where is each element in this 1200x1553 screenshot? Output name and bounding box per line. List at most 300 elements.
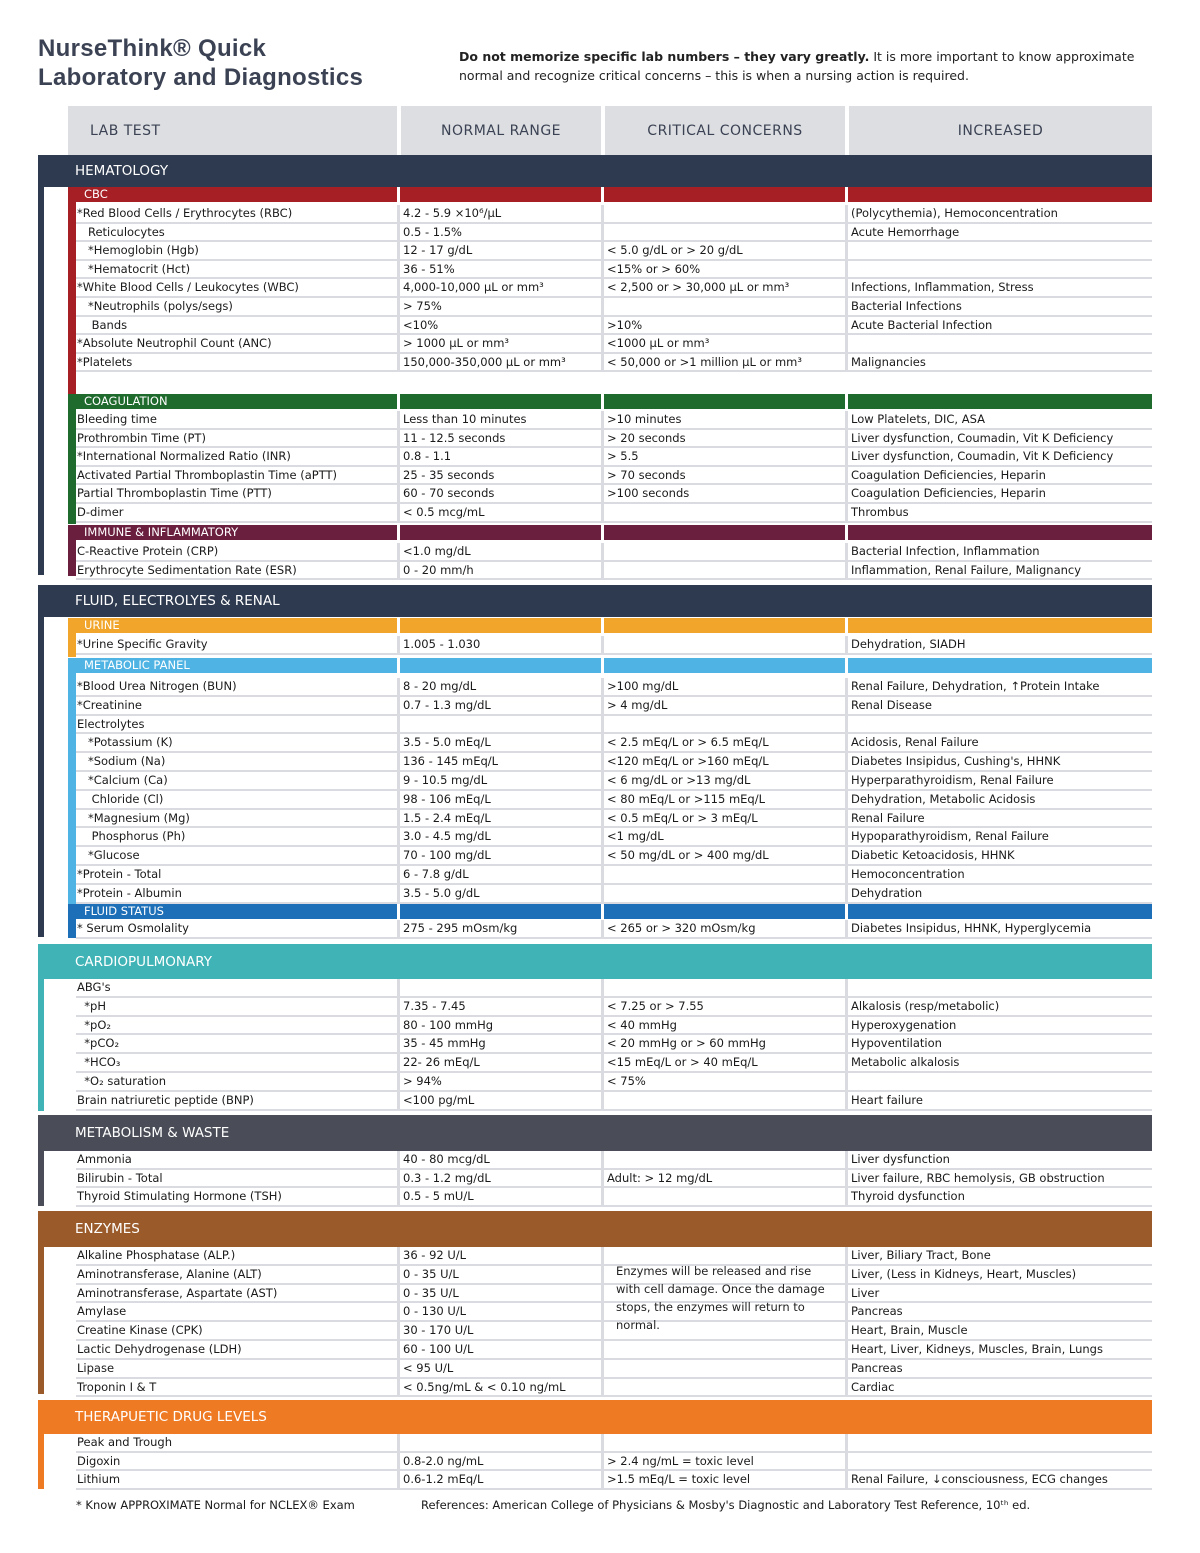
critical-cell — [601, 1151, 845, 1168]
increased-cell: Dehydration, Metabolic Acidosis — [845, 791, 1152, 808]
normal-range-cell: 40 - 80 mcg/dL — [397, 1151, 601, 1168]
category-label: CBC — [68, 187, 397, 202]
increased-cell: Liver, Biliary Tract, Bone — [845, 1247, 1152, 1264]
normal-range-cell: < 0.5ng/mL & < 0.10 ng/mL — [397, 1379, 601, 1396]
normal-range-cell: 22- 26 mEq/L — [397, 1054, 601, 1071]
lab-test-cell: *Potassium (K) — [77, 735, 173, 750]
table-row — [76, 1188, 1152, 1207]
table-row — [76, 866, 1152, 885]
critical-cell — [601, 1360, 845, 1377]
lab-test-cell: Lithium — [77, 1472, 121, 1486]
table-row — [76, 1322, 1152, 1341]
category-metabolic — [68, 658, 1152, 673]
lab-test-cell: Electrolytes — [77, 716, 145, 731]
category-bar-fluidstatus — [68, 904, 76, 938]
increased-cell: Cardiac — [845, 1379, 1152, 1396]
lab-test-cell: *Protein - Albumin — [77, 885, 182, 900]
lab-test-cell: *pCO₂ — [77, 1036, 120, 1051]
increased-cell: Acidosis, Renal Failure — [845, 734, 1152, 751]
table-row — [76, 543, 1152, 562]
lab-test-cell: *International Normalized Ratio (INR) — [77, 449, 291, 464]
category-coag — [68, 394, 1152, 409]
table-row — [76, 205, 1152, 224]
critical-cell: < 40 mmHg — [601, 1017, 845, 1034]
footer-nclex-note: * Know APPROXIMATE Normal for NCLEX® Exam — [76, 1498, 355, 1512]
lab-test-cell: C-Reactive Protein (CRP) — [77, 544, 219, 558]
intro-note-bold: Do not memorize specific lab numbers – they vary greatly. — [459, 49, 870, 64]
critical-cell — [601, 543, 845, 560]
intro-note-rest: It is more important to know approximate normal and recognize critical concerns – this is when a nursing action is required. — [459, 49, 1135, 83]
increased-cell: Bacterial Infections — [845, 298, 1152, 315]
increased-cell: Coagulation Deficiencies, Heparin — [845, 485, 1152, 502]
table-row — [76, 279, 1152, 298]
normal-range-cell: 1.5 - 2.4 mEq/L — [397, 810, 601, 827]
section-bar-fluid — [38, 585, 44, 937]
category-label: URINE — [68, 618, 397, 633]
normal-range-cell: 0.5 - 1.5% — [397, 224, 601, 241]
lab-test-cell: Partial Thromboplastin Time (PTT) — [77, 486, 272, 501]
table-row — [76, 1170, 1152, 1189]
table-row — [76, 920, 1152, 939]
increased-cell: Liver dysfunction — [845, 1151, 1152, 1168]
section-cardio: CARDIOPULMONARY — [38, 944, 1152, 979]
normal-range-cell: 136 - 145 mEq/L — [397, 753, 601, 770]
critical-cell: <1000 µL or mm³ — [601, 335, 845, 352]
lab-test-cell: ABG's — [77, 980, 111, 994]
category-label: IMMUNE & INFLAMMATORY — [68, 525, 397, 540]
normal-range-cell: 98 - 106 mEq/L — [397, 791, 601, 808]
increased-cell: Metabolic alkalosis — [845, 1054, 1152, 1071]
normal-range-cell — [397, 716, 601, 733]
critical-cell: >10 minutes — [601, 411, 845, 428]
page-title — [38, 34, 363, 92]
normal-range-cell: < 0.5 mcg/mL — [397, 504, 601, 521]
category-bar-immune — [68, 525, 76, 576]
increased-cell — [845, 979, 1152, 996]
section-enzymes: ENZYMES — [38, 1211, 1152, 1247]
critical-cell: < 6 mg/dL or >13 mg/dL — [601, 772, 845, 789]
increased-cell: Hyperparathyroidism, Renal Failure — [845, 772, 1152, 789]
increased-cell: Acute Bacterial Infection — [845, 317, 1152, 334]
lab-test-cell: Peak and Trough — [77, 1435, 172, 1449]
table-row — [76, 448, 1152, 467]
col-normal-range: NORMAL RANGE — [397, 106, 601, 155]
increased-cell — [845, 335, 1152, 352]
lab-test-cell: *pH — [77, 998, 107, 1013]
lab-test-cell: *Platelets — [77, 354, 133, 369]
normal-range-cell: 0.3 - 1.2 mg/dL — [397, 1170, 601, 1187]
normal-range-cell: 12 - 17 g/dL — [397, 242, 601, 259]
table-row — [76, 335, 1152, 354]
lab-test-cell: *White Blood Cells / Leukocytes (WBC) — [77, 280, 299, 295]
table-row — [76, 1285, 1152, 1304]
critical-cell: <1 mg/dL — [601, 828, 845, 845]
normal-range-cell: 0.5 - 5 mU/L — [397, 1188, 601, 1205]
critical-cell: < 50,000 or >1 million µL or mm³ — [601, 354, 845, 371]
normal-range-cell — [397, 1434, 601, 1451]
critical-cell: > 20 seconds — [601, 430, 845, 447]
increased-cell: Thyroid dysfunction — [845, 1188, 1152, 1205]
lab-test-cell: Lipase — [77, 1360, 115, 1375]
table-row — [76, 354, 1152, 373]
category-immune — [68, 525, 1152, 540]
category-fluidstatus — [68, 904, 1152, 919]
table-row — [76, 504, 1152, 523]
enzyme-note: Enzymes will be released and rise with cell damage. Once the damage stops, the enzymes will return to normal. — [616, 1264, 825, 1332]
lab-test-cell: Bilirubin - Total — [77, 1170, 163, 1185]
increased-cell: Liver dysfunction, Coumadin, Vit K Deficiency — [845, 430, 1152, 447]
critical-cell: < 75% — [601, 1073, 845, 1090]
lab-test-cell: *Hemoglobin (Hgb) — [77, 243, 199, 258]
increased-cell: Low Platelets, DIC, ASA — [845, 411, 1152, 428]
increased-cell: Hypoventilation — [845, 1035, 1152, 1052]
table-row — [76, 697, 1152, 716]
normal-range-cell: 0 - 35 U/L — [397, 1266, 601, 1283]
normal-range-cell: 35 - 45 mmHg — [397, 1035, 601, 1052]
lab-test-cell: Erythrocyte Sedimentation Rate (ESR) — [77, 562, 297, 577]
normal-range-cell: 0 - 35 U/L — [397, 1285, 601, 1302]
table-row — [76, 467, 1152, 486]
table-row — [76, 261, 1152, 280]
normal-range-cell: > 1000 µL or mm³ — [397, 335, 601, 352]
normal-range-cell: 4.2 - 5.9 ×10⁶/µL — [397, 205, 601, 222]
table-row — [76, 979, 1152, 998]
table-row — [76, 1151, 1152, 1170]
increased-cell: Heart, Liver, Kidneys, Muscles, Brain, Lungs — [845, 1341, 1152, 1358]
lab-test-cell: Bands — [77, 317, 128, 332]
normal-range-cell: 6 - 7.8 g/dL — [397, 866, 601, 883]
critical-cell — [601, 716, 845, 733]
increased-cell: Malignancies — [845, 354, 1152, 371]
increased-cell: Liver — [845, 1285, 1152, 1302]
lab-test-cell: *O₂ saturation — [77, 1074, 167, 1088]
normal-range-cell: 30 - 170 U/L — [397, 1322, 601, 1339]
category-fill — [845, 904, 1152, 919]
critical-cell: < 2,500 or > 30,000 µL or mm³ — [601, 279, 845, 296]
increased-cell: Inflammation, Renal Failure, Malignancy — [845, 562, 1152, 579]
section-metab: METABOLISM & WASTE — [38, 1115, 1152, 1151]
lab-test-cell: *Blood Urea Nitrogen (BUN) — [77, 679, 237, 693]
increased-cell: Diabetic Ketoacidosis, HHNK — [845, 847, 1152, 864]
lab-test-cell: Thyroid Stimulating Hormone (TSH) — [77, 1189, 282, 1203]
normal-range-cell: <1.0 mg/dL — [397, 543, 601, 560]
category-fill — [601, 658, 845, 673]
table-row — [76, 753, 1152, 772]
normal-range-cell: 9 - 10.5 mg/dL — [397, 772, 601, 789]
lab-test-cell: Reticulocytes — [77, 224, 165, 239]
section-bar-hematology — [38, 155, 44, 575]
normal-range-cell: < 95 U/L — [397, 1360, 601, 1377]
table-row — [76, 1453, 1152, 1472]
increased-cell: Heart, Brain, Muscle — [845, 1322, 1152, 1339]
lab-test-cell: *Calcium (Ca) — [77, 773, 168, 787]
normal-range-cell — [397, 979, 601, 996]
critical-cell — [601, 504, 845, 521]
increased-cell — [845, 1434, 1152, 1451]
section-bar-cardio — [38, 944, 44, 1111]
table-row — [76, 810, 1152, 829]
critical-cell — [601, 1341, 845, 1358]
table-row — [76, 1471, 1152, 1490]
critical-cell: Adult: > 12 mg/dL — [601, 1170, 845, 1187]
table-row — [76, 485, 1152, 504]
lab-test-cell: *Creatinine — [77, 697, 142, 712]
normal-range-cell: 36 - 51% — [397, 261, 601, 278]
lab-test-cell: Digoxin — [77, 1453, 121, 1468]
lab-test-cell: *Glucose — [77, 848, 140, 863]
section-bar-drug — [38, 1400, 44, 1489]
critical-cell: < 7.25 or > 7.55 — [601, 998, 845, 1015]
normal-range-cell: 150,000-350,000 µL or mm³ — [397, 354, 601, 371]
increased-cell: Hyperoxygenation — [845, 1017, 1152, 1034]
critical-cell — [601, 1188, 845, 1205]
table-row — [76, 1434, 1152, 1453]
increased-cell: Renal Disease — [845, 697, 1152, 714]
category-fill — [845, 525, 1152, 540]
section-bar-metab — [38, 1115, 44, 1206]
normal-range-cell: <100 pg/mL — [397, 1092, 601, 1109]
category-fill — [601, 618, 845, 633]
lab-test-cell: *pO₂ — [77, 1017, 112, 1032]
lab-test-cell: Amylase — [77, 1304, 127, 1319]
lab-test-cell: Lactic Dehydrogenase (LDH) — [77, 1342, 242, 1356]
category-fill — [397, 394, 601, 409]
table-row — [76, 1360, 1152, 1379]
critical-cell: >1.5 mEq/L = toxic level — [601, 1471, 845, 1488]
normal-range-cell: 0 - 130 U/L — [397, 1303, 601, 1320]
increased-cell: Diabetes Insipidus, Cushing's, HHNK — [845, 753, 1152, 770]
category-label: METABOLIC PANEL — [68, 658, 397, 673]
normal-range-cell: 25 - 35 seconds — [397, 467, 601, 484]
increased-cell: Bacterial Infection, Inflammation — [845, 543, 1152, 560]
critical-cell: < 80 mEq/L or >115 mEq/L — [601, 791, 845, 808]
lab-test-cell: *Sodium (Na) — [77, 754, 166, 769]
critical-cell: < 5.0 g/dL or > 20 g/dL — [601, 242, 845, 259]
increased-cell: Thrombus — [845, 504, 1152, 521]
critical-cell: > 5.5 — [601, 448, 845, 465]
normal-range-cell: 4,000-10,000 µL or mm³ — [397, 279, 601, 296]
critical-cell — [601, 562, 845, 579]
increased-cell: Acute Hemorrhage — [845, 224, 1152, 241]
table-row — [76, 1073, 1152, 1092]
normal-range-cell: 0 - 20 mm/h — [397, 562, 601, 579]
table-row — [76, 1092, 1152, 1111]
critical-cell: <15 mEq/L or > 40 mEq/L — [601, 1054, 845, 1071]
lab-test-cell: * Serum Osmolality — [77, 921, 189, 935]
section-drug: THERAPUETIC DRUG LEVELS — [38, 1400, 1152, 1434]
critical-cell: < 0.5 mEq/L or > 3 mEq/L — [601, 810, 845, 827]
lab-test-cell: D-dimer — [77, 505, 124, 519]
table-row — [76, 298, 1152, 317]
section-fluid: FLUID, ELECTROLYES & RENAL — [38, 585, 1152, 617]
critical-cell: >10% — [601, 317, 845, 334]
section-hematology: HEMATOLOGY — [38, 155, 1152, 187]
critical-cell — [601, 205, 845, 222]
increased-cell: Infections, Inflammation, Stress — [845, 279, 1152, 296]
lab-test-cell: Aminotransferase, Aspartate (AST) — [77, 1285, 278, 1300]
table-row — [76, 828, 1152, 847]
category-fill — [397, 658, 601, 673]
increased-cell: Liver failure, RBC hemolysis, GB obstruction — [845, 1170, 1152, 1187]
lab-test-cell: Prothrombin Time (PT) — [77, 430, 206, 445]
critical-cell: < 265 or > 320 mOsm/kg — [601, 920, 845, 937]
category-fill — [601, 187, 845, 202]
increased-cell: Hemoconcentration — [845, 866, 1152, 883]
category-fill — [397, 904, 601, 919]
critical-cell — [601, 866, 845, 883]
increased-cell: Dehydration, SIADH — [845, 636, 1152, 653]
normal-range-cell: 0.8-2.0 ng/mL — [397, 1453, 601, 1470]
table-row — [76, 411, 1152, 430]
table-row — [76, 224, 1152, 243]
critical-cell: > 2.4 ng/mL = toxic level — [601, 1453, 845, 1470]
normal-range-cell: 70 - 100 mg/dL — [397, 847, 601, 864]
category-bar-coag — [68, 394, 76, 524]
critical-cell: < 2.5 mEq/L or > 6.5 mEq/L — [601, 734, 845, 751]
footer-references: References: American College of Physicians & Mosby's Diagnostic and Laboratory Test Reference, 10ᵗʰ ed. — [421, 1498, 1031, 1512]
category-fill — [397, 618, 601, 633]
category-cbc — [68, 187, 1152, 202]
category-fill — [601, 525, 845, 540]
table-row — [76, 1054, 1152, 1073]
critical-cell — [601, 224, 845, 241]
normal-range-cell: 1.005 - 1.030 — [397, 636, 601, 653]
critical-cell — [601, 636, 845, 653]
normal-range-cell: 3.5 - 5.0 mEq/L — [397, 734, 601, 751]
critical-cell — [601, 1379, 845, 1396]
table-row — [76, 998, 1152, 1017]
col-lab-test: LAB TEST — [90, 122, 161, 139]
normal-range-cell: 7.35 - 7.45 — [397, 998, 601, 1015]
lab-test-cell: Bleeding time — [77, 412, 157, 426]
normal-range-cell: 80 - 100 mmHg — [397, 1017, 601, 1034]
table-row — [76, 734, 1152, 753]
critical-cell: <120 mEq/L or >160 mEq/L — [601, 753, 845, 770]
lab-test-cell: Troponin I & T — [77, 1379, 157, 1394]
increased-cell: Heart failure — [845, 1092, 1152, 1109]
table-row — [76, 1247, 1152, 1266]
increased-cell: Pancreas — [845, 1303, 1152, 1320]
table-row — [76, 716, 1152, 735]
lab-test-cell: Chloride (Cl) — [77, 791, 164, 806]
lab-test-cell: Alkaline Phosphatase (ALP.) — [77, 1248, 236, 1262]
critical-cell: < 20 mmHg or > 60 mmHg — [601, 1035, 845, 1052]
normal-range-cell: 36 - 92 U/L — [397, 1247, 601, 1264]
normal-range-cell: > 75% — [397, 298, 601, 315]
lab-test-cell: Phosphorus (Ph) — [77, 829, 186, 844]
lab-test-cell: Activated Partial Thromboplastin Time (aPTT) — [77, 467, 338, 482]
table-row — [76, 885, 1152, 904]
table-row — [76, 1303, 1152, 1322]
increased-cell — [845, 242, 1152, 259]
table-row — [76, 317, 1152, 336]
table-row — [76, 678, 1152, 697]
lab-test-cell: Brain natriuretic peptide (BNP) — [77, 1092, 254, 1107]
table-row — [76, 1379, 1152, 1398]
table-header — [68, 106, 1152, 155]
increased-cell: (Polycythemia), Hemoconcentration — [845, 205, 1152, 222]
normal-range-cell: <10% — [397, 317, 601, 334]
lab-test-cell: *Urine Specific Gravity — [77, 637, 208, 651]
lab-test-cell: *Red Blood Cells / Erythrocytes (RBC) — [77, 206, 293, 220]
normal-range-cell: 60 - 70 seconds — [397, 485, 601, 502]
category-fill — [845, 394, 1152, 409]
table-row — [76, 1017, 1152, 1036]
table-row — [76, 772, 1152, 791]
table-row — [76, 847, 1152, 866]
increased-cell — [845, 716, 1152, 733]
category-fill — [845, 187, 1152, 202]
normal-range-cell: 3.0 - 4.5 mg/dL — [397, 828, 601, 845]
normal-range-cell: 3.5 - 5.0 g/dL — [397, 885, 601, 902]
category-fill — [845, 658, 1152, 673]
table-row — [76, 242, 1152, 261]
intro-note — [459, 47, 1159, 85]
category-bar-metabolic — [68, 658, 76, 905]
table-row — [76, 430, 1152, 449]
critical-cell: >100 mg/dL — [601, 678, 845, 695]
category-fill — [601, 394, 845, 409]
increased-cell: Liver, (Less in Kidneys, Heart, Muscles) — [845, 1266, 1152, 1283]
lab-test-cell: *Hematocrit (Hct) — [77, 261, 191, 276]
increased-cell — [845, 1073, 1152, 1090]
category-bar-cbc — [68, 187, 76, 395]
title-line-1: NurseThink® Quick — [38, 35, 267, 62]
normal-range-cell: 0.8 - 1.1 — [397, 448, 601, 465]
table-row — [76, 1035, 1152, 1054]
category-bar-urine — [68, 618, 76, 657]
table-row — [76, 791, 1152, 810]
category-fill — [845, 618, 1152, 633]
increased-cell: Coagulation Deficiencies, Heparin — [845, 467, 1152, 484]
table-row — [76, 636, 1152, 655]
category-label: FLUID STATUS — [68, 904, 397, 919]
col-increased: INCREASED — [845, 106, 1152, 155]
lab-test-cell: Creatine Kinase (CPK) — [77, 1323, 203, 1338]
section-bar-enzymes — [38, 1211, 44, 1394]
critical-cell — [601, 885, 845, 902]
critical-cell — [601, 1434, 845, 1451]
critical-cell: < 50 mg/dL or > 400 mg/dL — [601, 847, 845, 864]
category-fill — [601, 904, 845, 919]
category-urine — [68, 618, 1152, 633]
increased-cell — [845, 1453, 1152, 1470]
increased-cell: Renal Failure, Dehydration, ↑Protein Intake — [845, 678, 1152, 695]
increased-cell: Liver dysfunction, Coumadin, Vit K Deficiency — [845, 448, 1152, 465]
lab-test-cell: *Protein - Total — [77, 867, 162, 881]
normal-range-cell: 275 - 295 mOsm/kg — [397, 920, 601, 937]
normal-range-cell: 0.6-1.2 mEq/L — [397, 1471, 601, 1488]
increased-cell: Diabetes Insipidus, HHNK, Hyperglycemia — [845, 920, 1152, 937]
increased-cell: Dehydration — [845, 885, 1152, 902]
increased-cell: Renal Failure — [845, 810, 1152, 827]
critical-cell: >100 seconds — [601, 485, 845, 502]
increased-cell: Pancreas — [845, 1360, 1152, 1377]
lab-test-cell: Aminotransferase, Alanine (ALT) — [77, 1266, 262, 1281]
normal-range-cell: 11 - 12.5 seconds — [397, 430, 601, 447]
normal-range-cell: > 94% — [397, 1073, 601, 1090]
title-line-2: Laboratory and Diagnostics — [38, 64, 364, 91]
category-fill — [397, 187, 601, 202]
increased-cell: Alkalosis (resp/metabolic) — [845, 998, 1152, 1015]
table-row — [76, 1341, 1152, 1360]
increased-cell: Renal Failure, ↓consciousness, ECG changes — [845, 1471, 1152, 1488]
table-row — [76, 562, 1152, 581]
category-fill — [397, 525, 601, 540]
table-row — [76, 1266, 1152, 1285]
normal-range-cell: 8 - 20 mg/dL — [397, 678, 601, 695]
normal-range-cell: 0.7 - 1.3 mg/dL — [397, 697, 601, 714]
